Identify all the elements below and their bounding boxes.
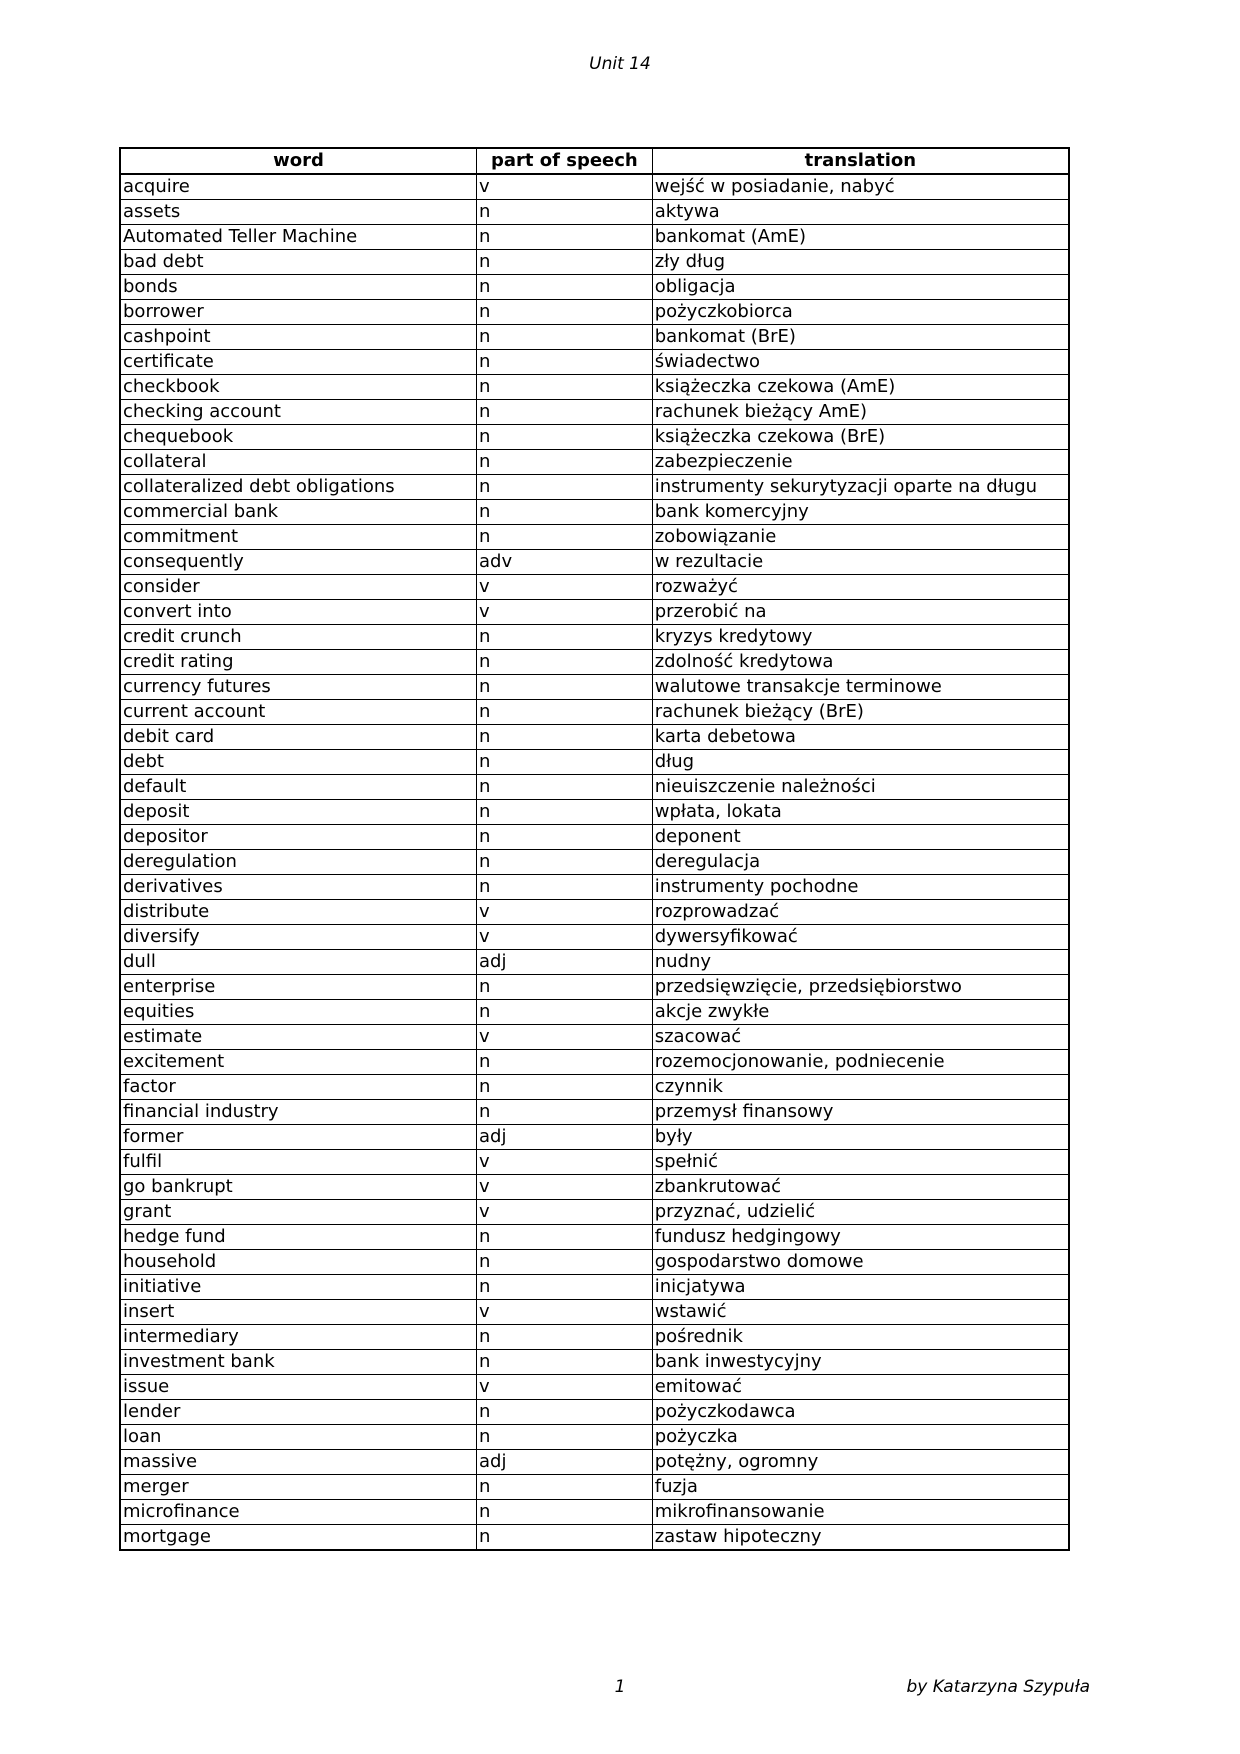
table-row bbox=[120, 575, 1069, 600]
part-of-speech-cell: v bbox=[477, 1150, 653, 1175]
part-of-speech-cell: v bbox=[477, 1375, 653, 1400]
table-row bbox=[120, 174, 1069, 200]
part-of-speech-cell: v bbox=[477, 925, 653, 950]
part-of-speech-cell: n bbox=[477, 400, 653, 425]
word-cell: certificate bbox=[120, 350, 477, 375]
part-of-speech-cell: n bbox=[477, 1475, 653, 1500]
part-of-speech-cell: n bbox=[477, 1400, 653, 1425]
translation-cell: zabezpieczenie bbox=[652, 450, 1069, 475]
part-of-speech-cell: n bbox=[477, 275, 653, 300]
part-of-speech-cell: v bbox=[477, 174, 653, 200]
word-cell: default bbox=[120, 775, 477, 800]
part-of-speech-cell: n bbox=[477, 1425, 653, 1450]
word-cell: deregulation bbox=[120, 850, 477, 875]
table-row bbox=[120, 400, 1069, 425]
table-row bbox=[120, 1325, 1069, 1350]
table-row bbox=[120, 1000, 1069, 1025]
part-of-speech-cell: n bbox=[477, 475, 653, 500]
table-row bbox=[120, 700, 1069, 725]
translation-cell: walutowe transakcje terminowe bbox=[652, 675, 1069, 700]
word-cell: former bbox=[120, 1125, 477, 1150]
word-cell: assets bbox=[120, 200, 477, 225]
part-of-speech-cell: n bbox=[477, 875, 653, 900]
translation-cell: przyznać, udzielić bbox=[652, 1200, 1069, 1225]
translation-cell: fuzja bbox=[652, 1475, 1069, 1500]
translation-cell: karta debetowa bbox=[652, 725, 1069, 750]
translation-cell: instrumenty pochodne bbox=[652, 875, 1069, 900]
part-of-speech-cell: n bbox=[477, 500, 653, 525]
translation-cell: deregulacja bbox=[652, 850, 1069, 875]
translation-cell: bank komercyjny bbox=[652, 500, 1069, 525]
word-cell: equities bbox=[120, 1000, 477, 1025]
table-row bbox=[120, 925, 1069, 950]
table-row bbox=[120, 375, 1069, 400]
part-of-speech-cell: n bbox=[477, 1100, 653, 1125]
table-row bbox=[120, 1450, 1069, 1475]
word-cell: acquire bbox=[120, 174, 477, 200]
table-header bbox=[120, 148, 1069, 174]
word-cell: massive bbox=[120, 1450, 477, 1475]
translation-cell: książeczka czekowa (AmE) bbox=[652, 375, 1069, 400]
table-row bbox=[120, 1150, 1069, 1175]
table-row bbox=[120, 625, 1069, 650]
translation-cell: bankomat (BrE) bbox=[652, 325, 1069, 350]
part-of-speech-cell: n bbox=[477, 700, 653, 725]
translation-cell: wejść w posiadanie, nabyć bbox=[652, 174, 1069, 200]
table-row bbox=[120, 1300, 1069, 1325]
word-cell: mortgage bbox=[120, 1525, 477, 1551]
table-row bbox=[120, 750, 1069, 775]
table-row bbox=[120, 1350, 1069, 1375]
word-cell: bonds bbox=[120, 275, 477, 300]
translation-cell: pożyczkodawca bbox=[652, 1400, 1069, 1425]
word-cell: commitment bbox=[120, 525, 477, 550]
part-of-speech-cell: v bbox=[477, 1300, 653, 1325]
translation-cell: były bbox=[652, 1125, 1069, 1150]
translation-cell: rozprowadzać bbox=[652, 900, 1069, 925]
part-of-speech-cell: n bbox=[477, 1075, 653, 1100]
table-row bbox=[120, 1075, 1069, 1100]
word-cell: chequebook bbox=[120, 425, 477, 450]
word-cell: credit rating bbox=[120, 650, 477, 675]
translation-cell: dywersyfikować bbox=[652, 925, 1069, 950]
word-cell: consider bbox=[120, 575, 477, 600]
word-cell: intermediary bbox=[120, 1325, 477, 1350]
translation-cell: w rezultacie bbox=[652, 550, 1069, 575]
table-row bbox=[120, 1100, 1069, 1125]
part-of-speech-cell: n bbox=[477, 200, 653, 225]
translation-cell: zdolność kredytowa bbox=[652, 650, 1069, 675]
part-of-speech-cell: n bbox=[477, 850, 653, 875]
table-row bbox=[120, 825, 1069, 850]
word-cell: enterprise bbox=[120, 975, 477, 1000]
table-body bbox=[120, 174, 1069, 1550]
translation-cell: instrumenty sekurytyzacji oparte na długu bbox=[652, 475, 1069, 500]
word-cell: go bankrupt bbox=[120, 1175, 477, 1200]
word-cell: collateralized debt obligations bbox=[120, 475, 477, 500]
translation-cell: deponent bbox=[652, 825, 1069, 850]
word-cell: consequently bbox=[120, 550, 477, 575]
table-row bbox=[120, 600, 1069, 625]
table-row bbox=[120, 850, 1069, 875]
part-of-speech-cell: v bbox=[477, 900, 653, 925]
word-cell: investment bank bbox=[120, 1350, 477, 1375]
part-of-speech-cell: n bbox=[477, 1275, 653, 1300]
part-of-speech-cell: n bbox=[477, 725, 653, 750]
word-cell: excitement bbox=[120, 1050, 477, 1075]
vocabulary-table bbox=[119, 147, 1070, 1551]
word-cell: household bbox=[120, 1250, 477, 1275]
table-row bbox=[120, 675, 1069, 700]
table-row bbox=[120, 225, 1069, 250]
part-of-speech-cell: n bbox=[477, 800, 653, 825]
table-row bbox=[120, 275, 1069, 300]
word-cell: collateral bbox=[120, 450, 477, 475]
part-of-speech-cell: n bbox=[477, 1350, 653, 1375]
word-cell: microfinance bbox=[120, 1500, 477, 1525]
word-cell: checking account bbox=[120, 400, 477, 425]
translation-cell: gospodarstwo domowe bbox=[652, 1250, 1069, 1275]
table-row bbox=[120, 500, 1069, 525]
word-cell: estimate bbox=[120, 1025, 477, 1050]
part-of-speech-cell: n bbox=[477, 375, 653, 400]
table-row bbox=[120, 550, 1069, 575]
table-row bbox=[120, 1275, 1069, 1300]
translation-cell: bank inwestycyjny bbox=[652, 1350, 1069, 1375]
part-of-speech-cell: adv bbox=[477, 550, 653, 575]
translation-cell: obligacja bbox=[652, 275, 1069, 300]
table-row bbox=[120, 450, 1069, 475]
table-row bbox=[120, 1125, 1069, 1150]
translation-cell: kryzys kredytowy bbox=[652, 625, 1069, 650]
table-row bbox=[120, 1225, 1069, 1250]
header-row bbox=[120, 148, 1069, 174]
translation-cell: potężny, ogromny bbox=[652, 1450, 1069, 1475]
word-cell: currency futures bbox=[120, 675, 477, 700]
table-row bbox=[120, 1050, 1069, 1075]
word-cell: initiative bbox=[120, 1275, 477, 1300]
word-cell: commercial bank bbox=[120, 500, 477, 525]
word-cell: lender bbox=[120, 1400, 477, 1425]
part-of-speech-cell: n bbox=[477, 300, 653, 325]
part-of-speech-cell: adj bbox=[477, 1450, 653, 1475]
part-of-speech-cell: n bbox=[477, 1225, 653, 1250]
table-row bbox=[120, 1025, 1069, 1050]
translation-cell: rachunek bieżący (BrE) bbox=[652, 700, 1069, 725]
word-cell: financial industry bbox=[120, 1100, 477, 1125]
word-cell: depositor bbox=[120, 825, 477, 850]
table-row bbox=[120, 425, 1069, 450]
translation-cell: przedsięwzięcie, przedsiębiorstwo bbox=[652, 975, 1069, 1000]
translation-cell: rozważyć bbox=[652, 575, 1069, 600]
translation-cell: pożyczkobiorca bbox=[652, 300, 1069, 325]
table-row bbox=[120, 250, 1069, 275]
part-of-speech-cell: n bbox=[477, 675, 653, 700]
part-of-speech-cell: n bbox=[477, 625, 653, 650]
table-row bbox=[120, 1200, 1069, 1225]
table-row bbox=[120, 800, 1069, 825]
part-of-speech-cell: adj bbox=[477, 1125, 653, 1150]
word-cell: merger bbox=[120, 1475, 477, 1500]
translation-cell: rozemocjonowanie, podniecenie bbox=[652, 1050, 1069, 1075]
part-of-speech-cell: n bbox=[477, 775, 653, 800]
translation-cell: pożyczka bbox=[652, 1425, 1069, 1450]
word-cell: issue bbox=[120, 1375, 477, 1400]
page-header-title: Unit 14 bbox=[589, 54, 651, 74]
translation-cell: aktywa bbox=[652, 200, 1069, 225]
table-row bbox=[120, 475, 1069, 500]
table-row bbox=[120, 1500, 1069, 1525]
part-of-speech-cell: n bbox=[477, 975, 653, 1000]
column-header-part-of-speech: part of speech bbox=[477, 148, 653, 174]
table-row bbox=[120, 650, 1069, 675]
table-row bbox=[120, 1400, 1069, 1425]
table-row bbox=[120, 1375, 1069, 1400]
part-of-speech-cell: n bbox=[477, 225, 653, 250]
part-of-speech-cell: n bbox=[477, 1050, 653, 1075]
part-of-speech-cell: v bbox=[477, 600, 653, 625]
word-cell: diversify bbox=[120, 925, 477, 950]
translation-cell: spełnić bbox=[652, 1150, 1069, 1175]
translation-cell: emitować bbox=[652, 1375, 1069, 1400]
part-of-speech-cell: n bbox=[477, 325, 653, 350]
part-of-speech-cell: n bbox=[477, 825, 653, 850]
part-of-speech-cell: v bbox=[477, 575, 653, 600]
translation-cell: mikrofinansowanie bbox=[652, 1500, 1069, 1525]
word-cell: insert bbox=[120, 1300, 477, 1325]
word-cell: credit crunch bbox=[120, 625, 477, 650]
part-of-speech-cell: n bbox=[477, 525, 653, 550]
part-of-speech-cell: v bbox=[477, 1175, 653, 1200]
translation-cell: nudny bbox=[652, 950, 1069, 975]
translation-cell: wpłata, lokata bbox=[652, 800, 1069, 825]
table-row bbox=[120, 1475, 1069, 1500]
table-row bbox=[120, 200, 1069, 225]
part-of-speech-cell: v bbox=[477, 1200, 653, 1225]
word-cell: debit card bbox=[120, 725, 477, 750]
translation-cell: bankomat (AmE) bbox=[652, 225, 1069, 250]
table-row bbox=[120, 1175, 1069, 1200]
word-cell: Automated Teller Machine bbox=[120, 225, 477, 250]
word-cell: derivatives bbox=[120, 875, 477, 900]
translation-cell: książeczka czekowa (BrE) bbox=[652, 425, 1069, 450]
table-row bbox=[120, 975, 1069, 1000]
word-cell: distribute bbox=[120, 900, 477, 925]
part-of-speech-cell: n bbox=[477, 1000, 653, 1025]
part-of-speech-cell: n bbox=[477, 650, 653, 675]
word-cell: bad debt bbox=[120, 250, 477, 275]
word-cell: convert into bbox=[120, 600, 477, 625]
translation-cell: zobowiązanie bbox=[652, 525, 1069, 550]
translation-cell: zły dług bbox=[652, 250, 1069, 275]
word-cell: grant bbox=[120, 1200, 477, 1225]
part-of-speech-cell: adj bbox=[477, 950, 653, 975]
word-cell: current account bbox=[120, 700, 477, 725]
translation-cell: przerobić na bbox=[652, 600, 1069, 625]
table-row bbox=[120, 900, 1069, 925]
table-row bbox=[120, 875, 1069, 900]
part-of-speech-cell: n bbox=[477, 1525, 653, 1551]
translation-cell: przemysł finansowy bbox=[652, 1100, 1069, 1125]
part-of-speech-cell: n bbox=[477, 350, 653, 375]
translation-cell: fundusz hedgingowy bbox=[652, 1225, 1069, 1250]
table-row bbox=[120, 775, 1069, 800]
word-cell: deposit bbox=[120, 800, 477, 825]
word-cell: debt bbox=[120, 750, 477, 775]
column-header-translation: translation bbox=[652, 148, 1069, 174]
table-row bbox=[120, 725, 1069, 750]
table-row bbox=[120, 525, 1069, 550]
part-of-speech-cell: n bbox=[477, 1325, 653, 1350]
column-header-word: word bbox=[120, 148, 477, 174]
translation-cell: akcje zwykłe bbox=[652, 1000, 1069, 1025]
page-number: 1 bbox=[614, 1677, 626, 1697]
part-of-speech-cell: n bbox=[477, 750, 653, 775]
word-cell: checkbook bbox=[120, 375, 477, 400]
part-of-speech-cell: v bbox=[477, 1025, 653, 1050]
part-of-speech-cell: n bbox=[477, 1500, 653, 1525]
table-row bbox=[120, 1250, 1069, 1275]
table-row bbox=[120, 300, 1069, 325]
translation-cell: szacować bbox=[652, 1025, 1069, 1050]
translation-cell: czynnik bbox=[652, 1075, 1069, 1100]
table-row bbox=[120, 350, 1069, 375]
part-of-speech-cell: n bbox=[477, 425, 653, 450]
translation-cell: dług bbox=[652, 750, 1069, 775]
translation-cell: pośrednik bbox=[652, 1325, 1069, 1350]
part-of-speech-cell: n bbox=[477, 250, 653, 275]
table-row bbox=[120, 325, 1069, 350]
table-row bbox=[120, 950, 1069, 975]
word-cell: cashpoint bbox=[120, 325, 477, 350]
part-of-speech-cell: n bbox=[477, 450, 653, 475]
translation-cell: zastaw hipoteczny bbox=[652, 1525, 1069, 1551]
table-row bbox=[120, 1425, 1069, 1450]
word-cell: dull bbox=[120, 950, 477, 975]
word-cell: fulfil bbox=[120, 1150, 477, 1175]
word-cell: factor bbox=[120, 1075, 477, 1100]
translation-cell: wstawić bbox=[652, 1300, 1069, 1325]
word-cell: borrower bbox=[120, 300, 477, 325]
word-cell: loan bbox=[120, 1425, 477, 1450]
translation-cell: nieuiszczenie należności bbox=[652, 775, 1069, 800]
table-row bbox=[120, 1525, 1069, 1551]
translation-cell: rachunek bieżący AmE) bbox=[652, 400, 1069, 425]
part-of-speech-cell: n bbox=[477, 1250, 653, 1275]
word-cell: hedge fund bbox=[120, 1225, 477, 1250]
translation-cell: świadectwo bbox=[652, 350, 1069, 375]
translation-cell: zbankrutować bbox=[652, 1175, 1069, 1200]
translation-cell: inicjatywa bbox=[652, 1275, 1069, 1300]
author-credit: by Katarzyna Szypuła bbox=[906, 1677, 1090, 1697]
